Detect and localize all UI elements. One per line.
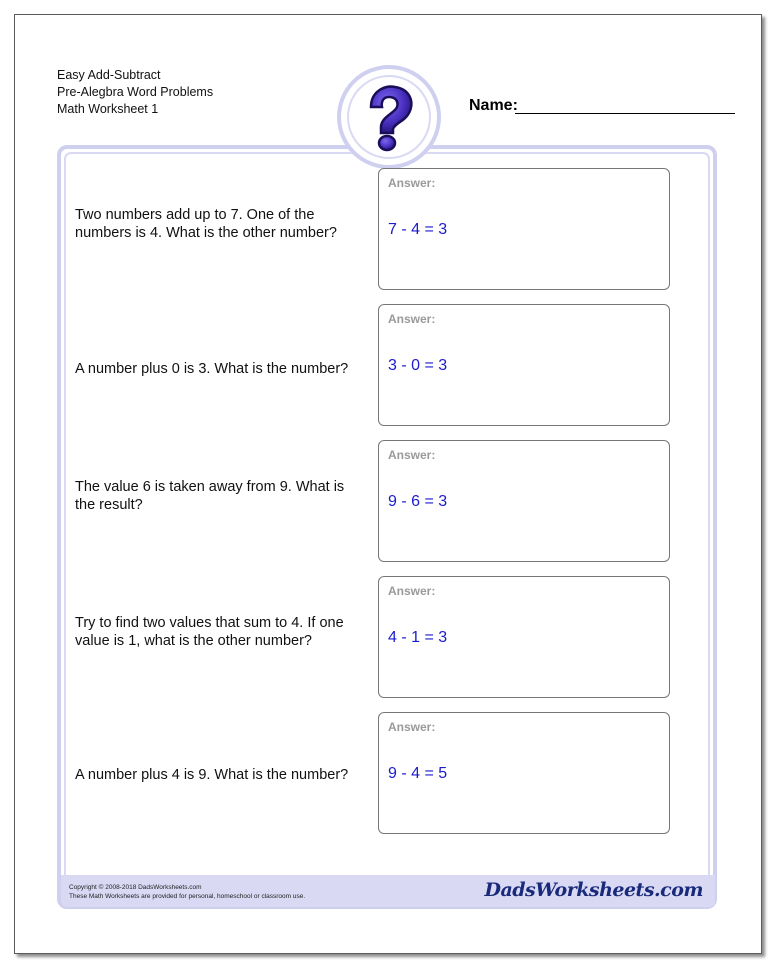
worksheet-page — [14, 14, 762, 954]
header-title: Easy Add-Subtract — [57, 68, 161, 82]
answer-value-2: 3 - 0 = 3 — [388, 357, 448, 374]
answer-value-5: 9 - 4 = 5 — [388, 765, 448, 782]
header-worksheet-number: Math Worksheet 1 — [57, 102, 159, 116]
problem-4-text: Try to find two values that sum to 4. If one value is 1, what is the other number? — [75, 615, 344, 649]
answer-value-3: 9 - 6 = 3 — [388, 493, 448, 510]
answer-label: Answer: — [388, 448, 436, 462]
worksheet-header — [57, 67, 213, 118]
logo-badge — [337, 65, 441, 169]
usage-notice: These Math Worksheets are provided for personal, homeschool or classroom use. — [69, 893, 306, 900]
problem-5-text: A number plus 4 is 9. What is the number? — [75, 767, 349, 783]
name-field-line[interactable] — [515, 113, 735, 114]
answer-box-3[interactable] — [378, 440, 670, 562]
worksheet-footer — [61, 875, 715, 907]
copyright-text — [69, 883, 305, 901]
problem-1-text: Two numbers add up to 7. One of the numbers is 4. What is the other number? — [75, 207, 337, 241]
answer-label: Answer: — [388, 584, 436, 598]
answer-box-1[interactable] — [378, 168, 670, 290]
header-subtitle: Pre-Alegbra Word Problems — [57, 85, 214, 99]
answer-value-1: 7 - 4 = 3 — [388, 221, 448, 238]
answer-box-2[interactable] — [378, 304, 670, 426]
question-mark-icon — [341, 69, 437, 165]
problem-3-text: The value 6 is taken away from 9. What is the result? — [75, 479, 345, 513]
answer-label: Answer: — [388, 176, 436, 190]
answer-box-5[interactable] — [378, 712, 670, 834]
name-label: Name: — [469, 97, 518, 114]
brand-logo: DadsWorksheets.com — [484, 879, 703, 901]
problem-2-text: A number plus 0 is 3. What is the number? — [75, 361, 349, 377]
answer-label: Answer: — [388, 720, 436, 734]
copyright-line: Copyright © 2008-2018 DadsWorksheets.com — [69, 884, 202, 891]
answer-value-4: 4 - 1 = 3 — [388, 629, 448, 646]
answer-box-4[interactable] — [378, 576, 670, 698]
answer-label: Answer: — [388, 312, 436, 326]
